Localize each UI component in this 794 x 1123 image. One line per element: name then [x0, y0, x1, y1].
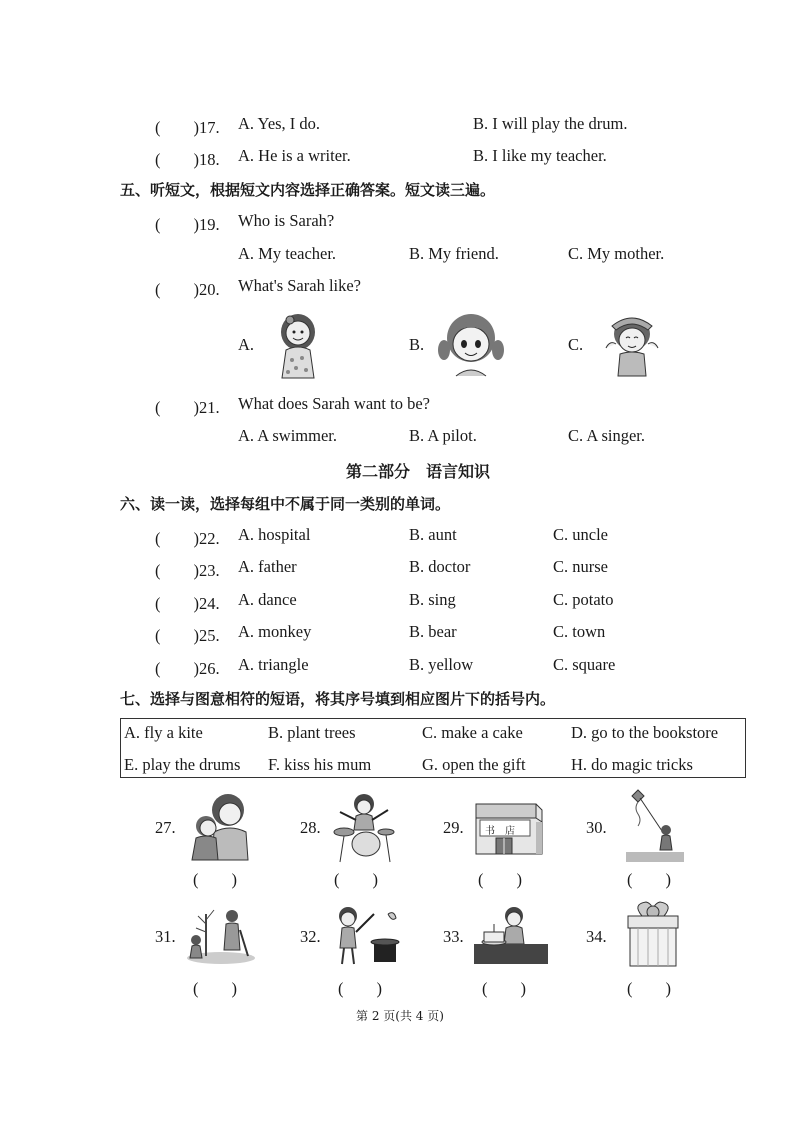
- q17-option-b: B. I will play the drum.: [473, 114, 628, 133]
- picture-31-blank[interactable]: ( ): [193, 979, 237, 998]
- picture-31-number: 31.: [155, 927, 176, 946]
- phrase-b: B. plant trees: [268, 723, 356, 742]
- bookstore-sign: 书 店: [485, 826, 515, 837]
- picture-32-number: 32.: [300, 927, 321, 946]
- q20-number: ( )20.: [155, 280, 220, 299]
- q19-option-c: C. My mother.: [568, 244, 665, 263]
- q20-option-a-label: A.: [238, 335, 255, 354]
- picture-29-number: 29.: [443, 818, 464, 837]
- q19-option-a: A. My teacher.: [238, 244, 337, 263]
- q24-option-c: C. potato: [553, 590, 614, 609]
- q24-number: ( )24.: [155, 594, 220, 613]
- section6-title: 六、读一读，选择每组中不属于同一类别的单词。: [120, 495, 451, 513]
- picture-27-number: 27.: [155, 818, 176, 837]
- picture-28-blank[interactable]: ( ): [334, 870, 378, 889]
- girl-shy-hat-icon: [596, 308, 666, 378]
- q23-option-c: C. nurse: [553, 557, 608, 576]
- girl-making-cake-icon: [474, 902, 548, 964]
- q24-option-a: A. dance: [238, 590, 297, 609]
- girl-pigtails-face-icon: [436, 308, 506, 378]
- q18-option-a: A. He is a writer.: [238, 146, 351, 165]
- picture-30-blank[interactable]: ( ): [627, 870, 671, 889]
- children-planting-trees-icon: [184, 900, 258, 966]
- picture-33-number: 33.: [443, 927, 464, 946]
- q25-option-c: C. town: [553, 622, 606, 641]
- q17-number: ( )17.: [155, 118, 220, 137]
- section7-title: 七、选择与图意相符的短语，将其序号填到相应图片下的括号内。: [120, 690, 556, 708]
- q22-option-a: A. hospital: [238, 525, 311, 544]
- boy-flying-kite-icon: [626, 788, 684, 862]
- q23-option-b: B. doctor: [409, 557, 471, 576]
- q25-option-a: A. monkey: [238, 622, 312, 641]
- picture-28-number: 28.: [300, 818, 321, 837]
- gift-box-icon: [624, 898, 682, 970]
- boy-playing-drums-icon: [332, 790, 394, 862]
- q18-number: ( )18.: [155, 150, 220, 169]
- q19-number: ( )19.: [155, 215, 220, 234]
- q19-option-b: B. My friend.: [409, 244, 499, 263]
- q26-number: ( )26.: [155, 659, 220, 678]
- q20-option-b-label: B.: [409, 335, 425, 354]
- phrase-g: G. open the gift: [422, 755, 526, 774]
- section5-title: 五、听短文，根据短文内容选择正确答案。短文读三遍。: [120, 181, 496, 199]
- q22-option-b: B. aunt: [409, 525, 457, 544]
- q21-option-b: B. A pilot.: [409, 426, 477, 445]
- phrase-h: H. do magic tricks: [571, 755, 693, 774]
- q21-option-c: C. A singer.: [568, 426, 646, 445]
- part2-title: 第二部分 语言知识: [346, 462, 491, 481]
- q19-question: Who is Sarah?: [238, 211, 335, 230]
- q25-option-b: B. bear: [409, 622, 457, 641]
- picture-34-number: 34.: [586, 927, 607, 946]
- girl-magic-tricks-icon: [328, 904, 400, 968]
- q23-option-a: A. father: [238, 557, 297, 576]
- picture-32-blank[interactable]: ( ): [338, 979, 382, 998]
- q22-option-c: C. uncle: [553, 525, 608, 544]
- phrase-c: C. make a cake: [422, 723, 523, 742]
- q21-option-a: A. A swimmer.: [238, 426, 338, 445]
- picture-29-blank[interactable]: ( ): [478, 870, 522, 889]
- boy-kissing-mum-icon: [186, 790, 252, 860]
- q21-number: ( )21.: [155, 398, 220, 417]
- picture-34-blank[interactable]: ( ): [627, 979, 671, 998]
- q21-question: What does Sarah want to be?: [238, 394, 430, 413]
- girl-smiling-dress-icon: [268, 306, 332, 380]
- phrase-d: D. go to the bookstore: [571, 723, 719, 742]
- q18-option-b: B. I like my teacher.: [473, 146, 607, 165]
- q20-option-c-label: C.: [568, 335, 584, 354]
- phrase-a: A. fly a kite: [124, 723, 203, 742]
- picture-30-number: 30.: [586, 818, 607, 837]
- phrase-e: E. play the drums: [124, 755, 241, 774]
- q26-option-b: B. yellow: [409, 655, 474, 674]
- q26-option-c: C. square: [553, 655, 616, 674]
- q20-question: What's Sarah like?: [238, 276, 362, 295]
- picture-27-blank[interactable]: ( ): [193, 870, 237, 889]
- q17-option-a: A. Yes, I do.: [238, 114, 321, 133]
- q24-option-b: B. sing: [409, 590, 456, 609]
- q26-option-a: A. triangle: [238, 655, 309, 674]
- phrase-f: F. kiss his mum: [268, 755, 372, 774]
- picture-33-blank[interactable]: ( ): [482, 979, 526, 998]
- q22-number: ( )22.: [155, 529, 220, 548]
- q25-number: ( )25.: [155, 626, 220, 645]
- page-footer: 第 2 页(共 4 页): [356, 1009, 444, 1023]
- q23-number: ( )23.: [155, 561, 220, 580]
